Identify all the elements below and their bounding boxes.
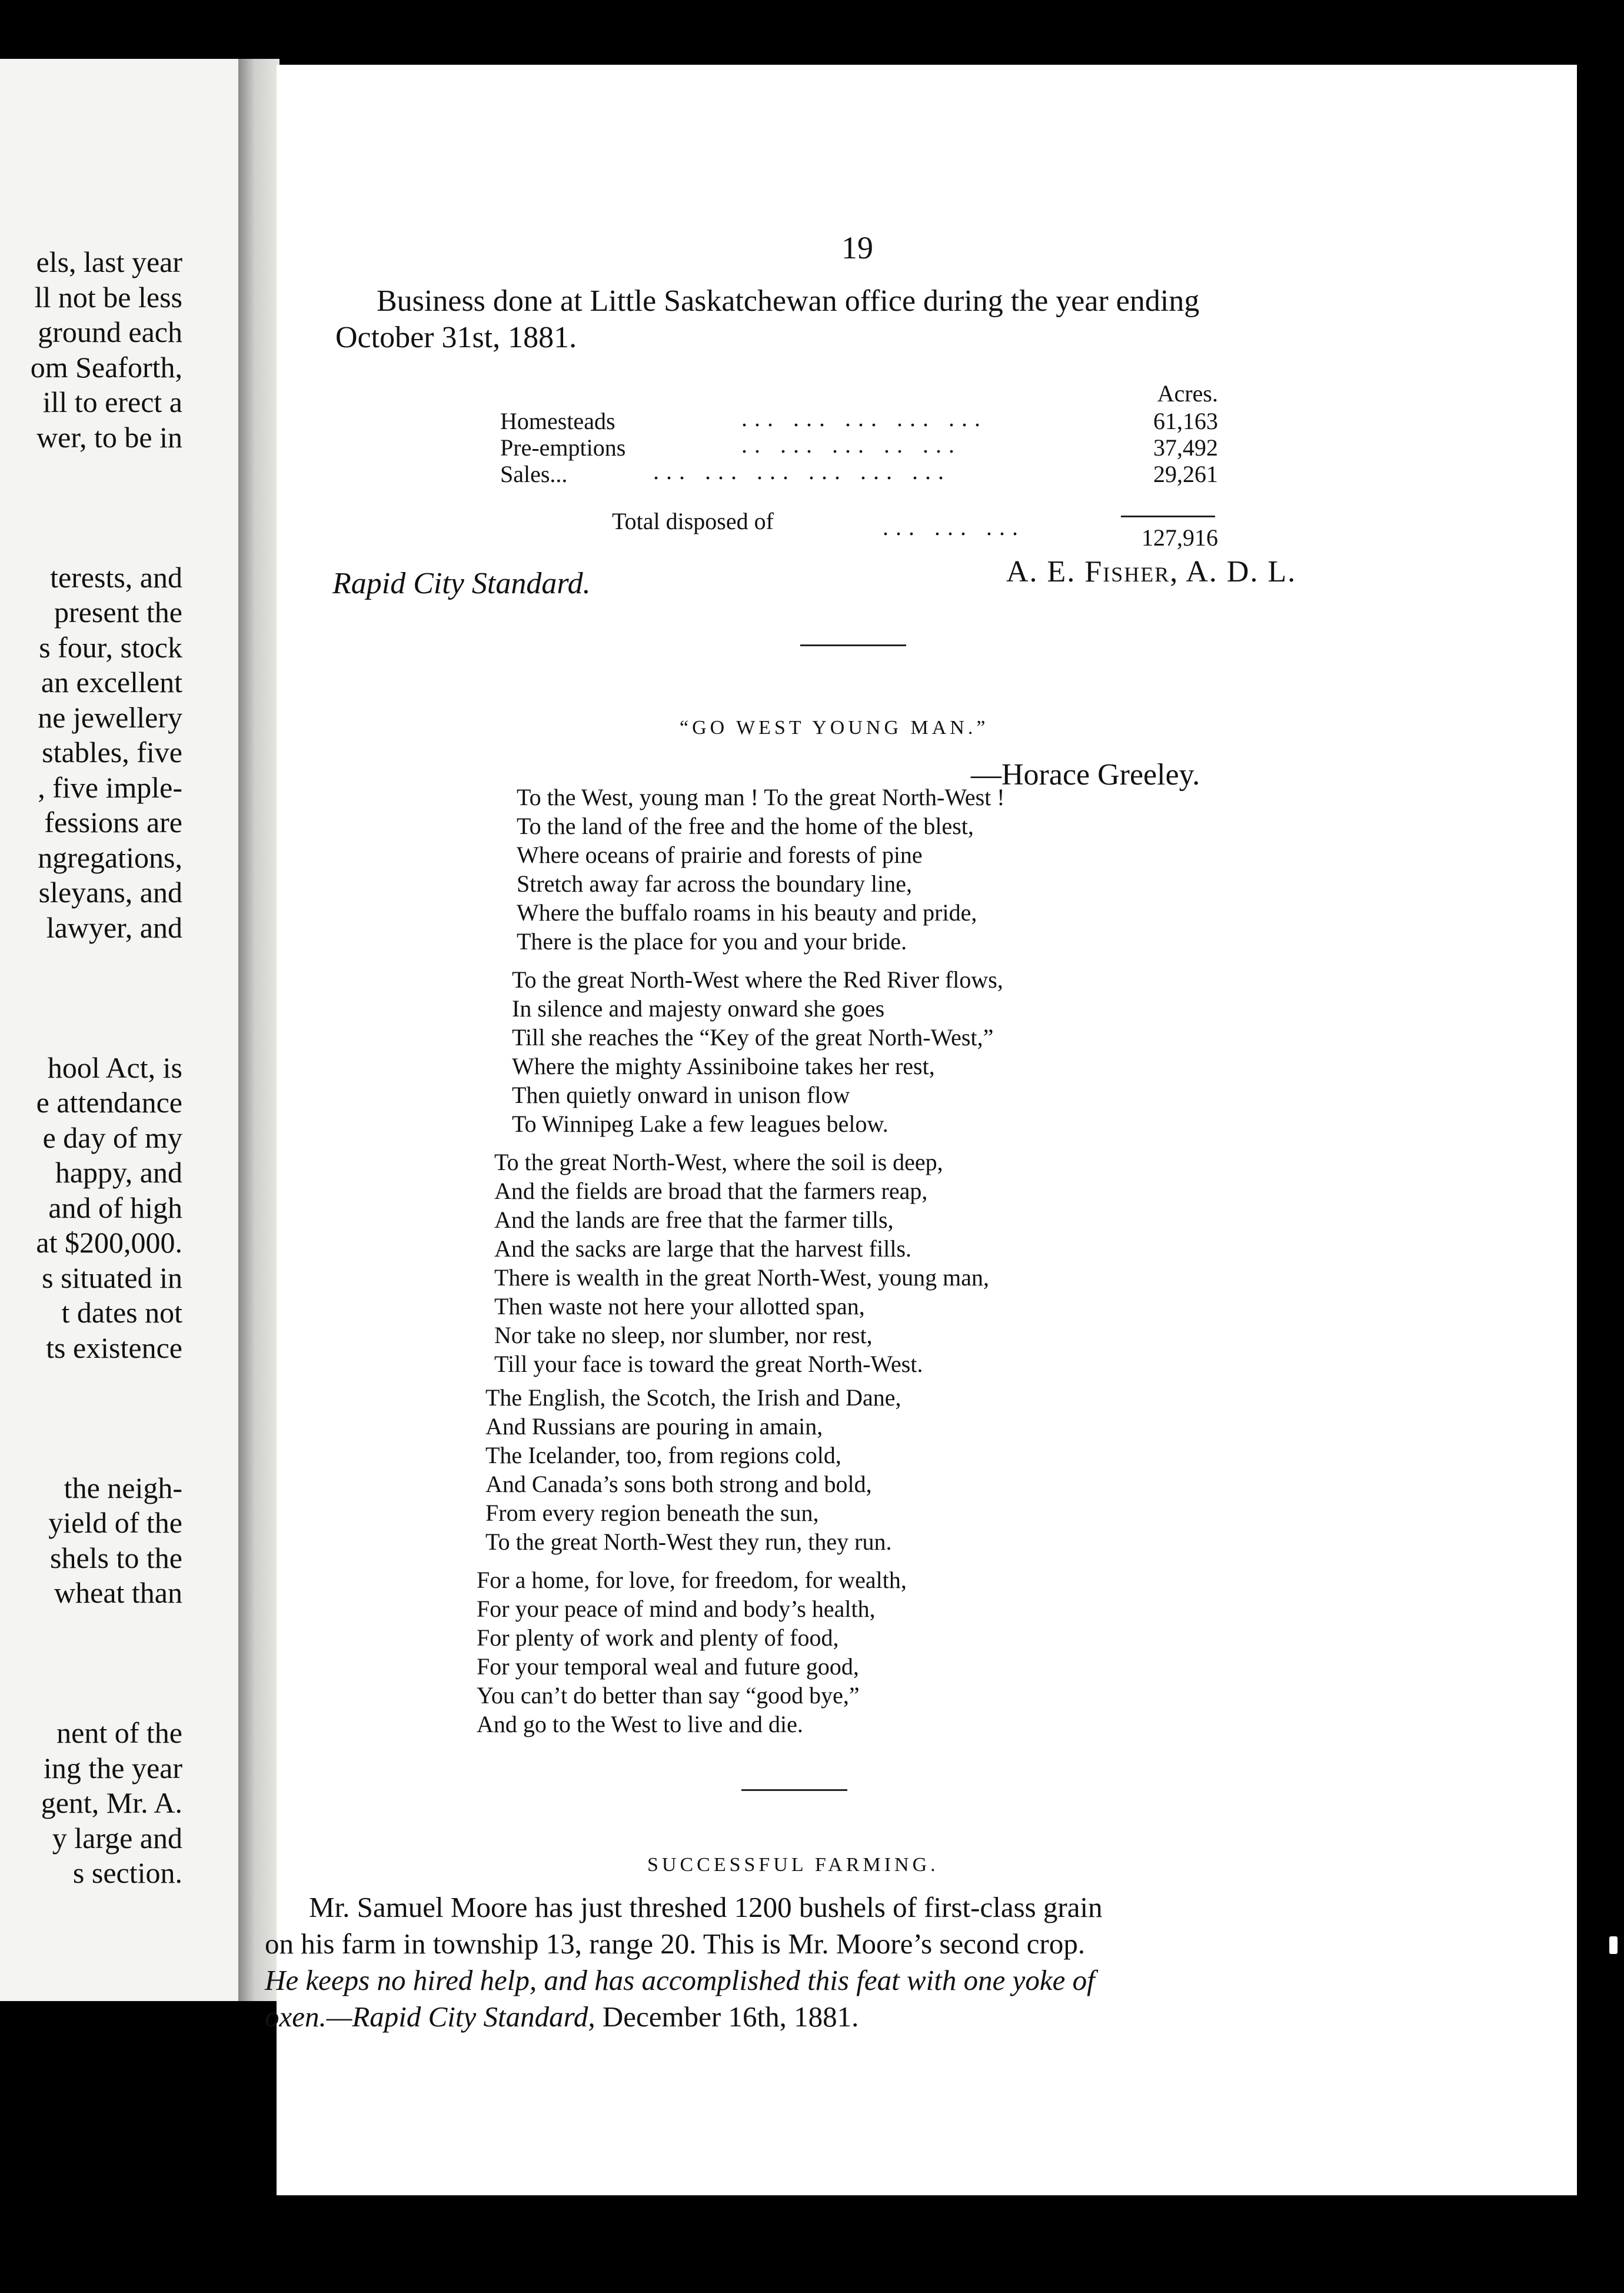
- left-page-line: shels to the: [50, 1541, 182, 1574]
- article-line-4-date: December 16th, 1881.: [595, 2000, 859, 2033]
- row-dots: ... ... ... ... ...: [741, 405, 987, 431]
- left-page-line: fessions are: [44, 806, 182, 839]
- poem-line: To the West, young man ! To the great North-West !: [517, 784, 1005, 810]
- article-line-1: Mr. Samuel Moore has just threshed 1200 bushels of first-class grain: [309, 1891, 1103, 1923]
- left-page-line: ts existence: [46, 1331, 182, 1364]
- total-value: 127,916: [1142, 524, 1218, 551]
- poem-stanza: [517, 783, 1005, 956]
- left-page-line: lawyer, and: [46, 910, 182, 944]
- left-page-line: t dates not: [61, 1296, 182, 1329]
- row-value-pre-emptions: 37,492: [1153, 434, 1218, 461]
- article-line-4-source: oxen.—Rapid City Standard,: [265, 2000, 595, 2033]
- left-page-line: y large and: [52, 1821, 182, 1855]
- row-label-homesteads: Homesteads: [500, 408, 615, 434]
- poem-line: And go to the West to live and die.: [477, 1711, 803, 1737]
- left-page-line: present the: [54, 596, 182, 629]
- left-page-line: ill to erect a: [42, 386, 182, 418]
- poem-line: To the great North-West they run, they run.: [485, 1528, 892, 1555]
- poem-line: Nor take no sleep, nor slumber, nor rest,: [494, 1322, 873, 1348]
- left-page-line: wheat than: [54, 1576, 182, 1609]
- poem-stanza: [477, 1566, 907, 1739]
- left-page-line: hool Act, is: [47, 1051, 182, 1084]
- poem-line: Then quietly onward in unison flow: [512, 1082, 850, 1108]
- left-page-line: yield of the: [48, 1506, 182, 1539]
- poem-line: From every region beneath the sun,: [485, 1500, 819, 1526]
- right-page: [265, 65, 1577, 2195]
- acres-header: Acres.: [1157, 380, 1218, 407]
- poem-line: And the lands are free that the farmer tills,: [494, 1207, 894, 1233]
- poem-line: To the land of the free and the home of the blest,: [517, 813, 974, 839]
- poem-line: There is the place for you and your bride.: [517, 928, 907, 955]
- left-page-line: happy, and: [55, 1156, 182, 1189]
- section-divider: [741, 1789, 847, 1791]
- poem-line: To Winnipeg Lake a few leagues below.: [512, 1111, 888, 1137]
- poem-line: And the fields are broad that the farmers reap,: [494, 1178, 928, 1204]
- left-page-line: an excellent: [41, 666, 182, 699]
- left-page-line: the neigh-: [64, 1471, 182, 1504]
- article-line-3: He keeps no hired help, and has accomplished this feat with one yoke of: [265, 1964, 1095, 1996]
- row-dots: ... ... ... ... ... ...: [653, 458, 951, 484]
- left-page-fragment: [0, 59, 238, 2001]
- poem-line: For a home, for love, for freedom, for wealth,: [477, 1567, 907, 1593]
- poem-stanza: [512, 965, 1003, 1138]
- section-divider: [800, 644, 906, 646]
- report-intro-line-1: Business done at Little Saskatchewan office during the year ending: [377, 284, 1200, 318]
- left-page-line: , five imple-: [38, 770, 182, 804]
- left-page-line: e attendance: [36, 1086, 182, 1119]
- left-page-line: terests, and: [50, 560, 182, 594]
- poem-line: You can’t do better than say “good bye,”: [477, 1682, 860, 1709]
- row-value-sales: 29,261: [1153, 461, 1218, 487]
- scan-edge-mark: [1609, 1936, 1618, 1954]
- article-line-2: on his farm in township 13, range 20. This is Mr. Moore’s second crop.: [265, 1928, 1086, 1960]
- poem-line: Where oceans of prairie and forests of pine: [517, 842, 923, 868]
- left-page-line: wer, to be in: [36, 420, 182, 454]
- left-page-line: s section.: [72, 1856, 182, 1889]
- poem-line: In silence and majesty onward she goes: [512, 995, 885, 1022]
- left-page-line: gent, Mr. A.: [41, 1786, 182, 1819]
- poem-line: Stretch away far across the boundary line,: [517, 870, 912, 897]
- poem-line: And the sacks are large that the harvest fills.: [494, 1235, 912, 1262]
- left-page-line: and of high: [48, 1191, 182, 1224]
- page-number: 19: [841, 230, 873, 265]
- left-page-line: els, last year: [36, 245, 182, 278]
- row-label-sales: Sales...: [500, 461, 568, 487]
- poem-line: Till she reaches the “Key of the great North-West,”: [512, 1024, 994, 1051]
- left-page-line: stables, five: [42, 736, 182, 769]
- poem-attribution: —Horace Greeley.: [971, 758, 1200, 792]
- row-label-pre-emptions: Pre-emptions: [500, 434, 626, 461]
- row-value-homesteads: 61,163: [1153, 408, 1218, 434]
- article-line-4: [265, 1999, 858, 2035]
- left-page-line: nent of the: [56, 1716, 182, 1749]
- left-page-line: om Seaforth,: [30, 350, 182, 384]
- page-gutter: [238, 59, 279, 2001]
- poem-title: “GO WEST YOUNG MAN.”: [680, 717, 989, 739]
- left-page-line: ground each: [38, 315, 182, 348]
- left-page-line: ne jewellery: [38, 700, 182, 734]
- row-dots: .. ... ... .. ...: [741, 431, 961, 458]
- poem-stanza: [485, 1383, 901, 1556]
- report-intro-line-2: October 31st, 1881.: [335, 321, 577, 354]
- poem-line: For your peace of mind and body’s health,: [477, 1596, 876, 1622]
- left-page-line: ngregations,: [38, 840, 182, 874]
- left-page-line: s four, stock: [39, 630, 182, 664]
- poem-line: Where the buffalo roams in his beauty and pride,: [517, 899, 977, 926]
- poem-line: Then waste not here your allotted span,: [494, 1293, 865, 1320]
- total-rule: [1121, 516, 1215, 517]
- total-dots: ... ... ...: [883, 514, 1025, 540]
- left-page-line: ll not be less: [34, 280, 182, 314]
- poem-stanza: [494, 1148, 989, 1378]
- poem-line: The English, the Scotch, the Irish and Dane,: [485, 1384, 901, 1411]
- report-signature: A. E. Fisher, A. D. L.: [1006, 555, 1297, 589]
- poem-line: There is wealth in the great North-West, young man,: [494, 1264, 989, 1291]
- left-page-line: e day of my: [42, 1121, 182, 1154]
- poem-line: Till your face is toward the great North-West.: [494, 1351, 923, 1377]
- article-title: SUCCESSFUL FARMING.: [647, 1854, 939, 1876]
- total-label: Total disposed of: [612, 508, 774, 534]
- poem-line: For plenty of work and plenty of food,: [477, 1624, 839, 1651]
- left-page-line: ing the year: [43, 1751, 182, 1784]
- poem-line: And Russians are pouring in amain,: [485, 1413, 823, 1440]
- report-source: Rapid City Standard.: [332, 567, 591, 600]
- left-page-line: at $200,000.: [36, 1226, 182, 1259]
- poem-line: And Canada’s sons both strong and bold,: [485, 1471, 872, 1497]
- left-page-line: sleyans, and: [38, 876, 182, 909]
- poem-line: Where the mighty Assiniboine takes her rest,: [512, 1053, 935, 1079]
- poem-line: To the great North-West, where the soil is deep,: [494, 1149, 943, 1175]
- left-page-line: s situated in: [42, 1261, 182, 1294]
- poem-line: The Icelander, too, from regions cold,: [485, 1442, 841, 1468]
- poem-line: To the great North-West where the Red River flows,: [512, 966, 1003, 993]
- poem-line: For your temporal weal and future good,: [477, 1653, 859, 1680]
